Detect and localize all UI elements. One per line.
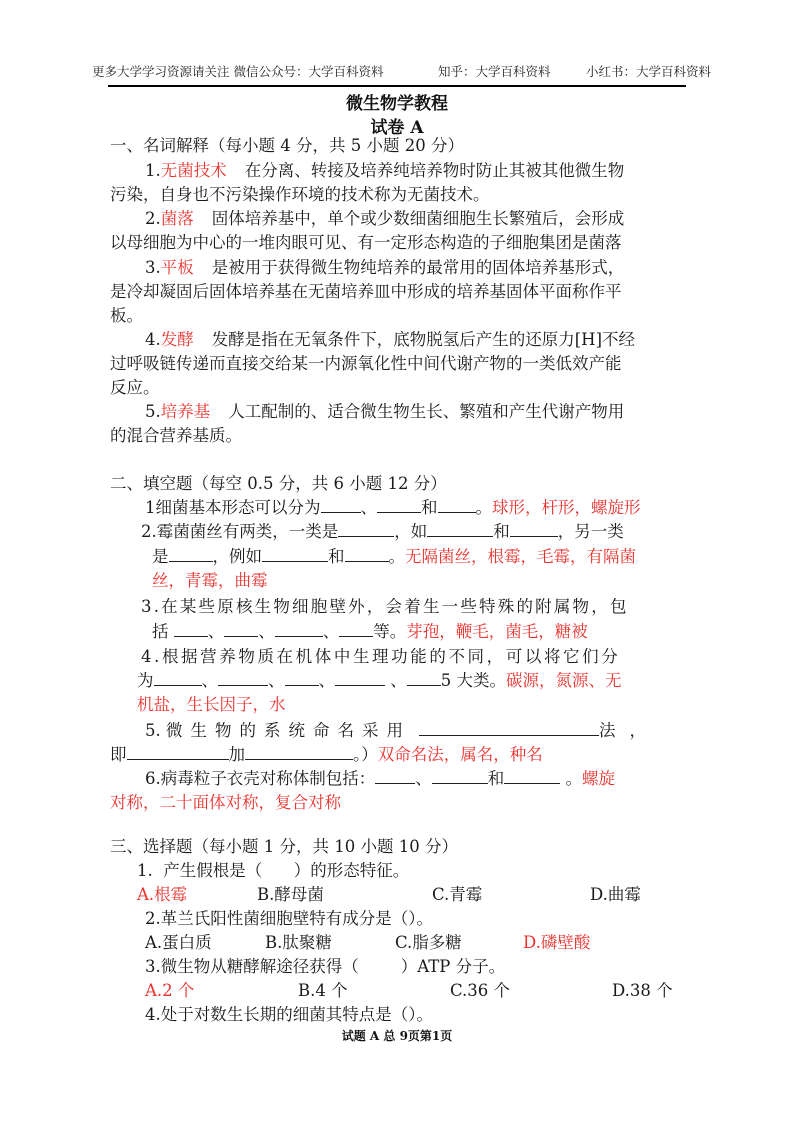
term-definition: 人工配制的、适合微生物生长、繁殖和产生代谢产物用 (228, 402, 625, 421)
section1-heading: 一、名词解释（每小题 4 分，共 5 小题 20 分） (110, 136, 464, 155)
question-text: ，例如 (212, 547, 262, 566)
blank-field[interactable] (419, 719, 599, 736)
term-name: 培养基 (160, 402, 211, 421)
choice-q3-stem: 3.微生物从糖酵解途径获得（ ）ATP 分子。 (145, 957, 506, 976)
term-name: 发酵 (160, 330, 194, 349)
term-5-line2: 的混合营养基质。 (110, 426, 242, 445)
term-number: 5. (145, 402, 161, 421)
answer-text: 碳源，氮源、无 (506, 671, 622, 690)
punct: 等。 (373, 622, 407, 641)
punct: 。 (475, 498, 492, 517)
choice-q1-stem: 1. 产生假根是（ ）的形态特征。 (137, 861, 410, 880)
question-text: ，另一类 (557, 522, 624, 541)
blank-field[interactable] (127, 743, 229, 760)
question-text: 微生物的系统命名采用 (166, 721, 411, 740)
term-name: 无菌技术 (160, 161, 227, 180)
term-1-line1 (145, 159, 685, 183)
fill-q1 (145, 496, 641, 520)
answer-text: 芽孢，鞭毛，菌毛，糖被 (406, 622, 588, 641)
separator: 、 (318, 671, 335, 690)
blank-field[interactable] (321, 496, 361, 513)
term-3-line2: 是冷却凝固后固体培养基在无菌培养皿中形成的培养基固体平面称作平 (110, 282, 622, 301)
page-footer: 试题 A 总 9页第1页 (341, 1029, 453, 1043)
option-a[interactable]: A.根霉 (137, 885, 188, 904)
question-text: 即 (110, 745, 127, 764)
term-definition: 固体培养基中，单个或少数细菌细胞生长繁殖后，会形成 (211, 209, 625, 228)
punct: 5 大类。 (440, 671, 506, 690)
term-definition: 在分离、转接及培养纯培养物时防止其被其他微生物 (244, 161, 625, 180)
question-text: 细菌基本形态可以分为 (155, 498, 321, 517)
question-text: 为 (137, 671, 154, 690)
option-c[interactable]: C.青霉 (432, 885, 483, 904)
question-text: 霉菌菌丝有两类，一类是 (156, 522, 339, 541)
fill-q3-line2 (152, 620, 588, 644)
document-title: 微生物学教程 (346, 94, 448, 114)
punct: 。 (565, 769, 582, 788)
answer-text: 螺旋 (582, 769, 615, 788)
blank-field[interactable] (345, 545, 389, 562)
option-d[interactable]: D.38 个 (612, 981, 673, 1000)
term-2-line1 (145, 207, 624, 231)
question-text: ，如 (394, 522, 428, 541)
fill-q2-line1 (141, 520, 624, 544)
separator: 、 (258, 622, 275, 641)
question-number: 5. (145, 721, 161, 740)
connector: 和 (487, 769, 505, 788)
section3-heading: 三、选择题（每小题 1 分，共 10 小题 10 分） (110, 837, 458, 856)
question-text: 法， (599, 721, 660, 740)
question-number: 1 (145, 498, 156, 517)
question-number: 3. (141, 597, 162, 616)
blank-field[interactable] (245, 743, 353, 760)
separator: 、 (390, 671, 407, 690)
question-number: 4. (141, 647, 162, 666)
separator: 、 (360, 498, 377, 517)
choice-q1-options (137, 883, 697, 907)
term-number: 4. (145, 330, 161, 349)
option-b[interactable]: B.酵母菌 (257, 885, 324, 904)
separator: 、 (268, 671, 285, 690)
blank-field[interactable] (339, 620, 373, 637)
separator: 、 (322, 622, 340, 641)
term-4-line1 (145, 328, 635, 352)
blank-field[interactable] (375, 767, 415, 784)
blank-field[interactable] (275, 620, 323, 637)
term-1-line2: 污染，自身也不污染操作环境的技术称为无菌技术。 (110, 185, 490, 204)
option-c[interactable]: C.脂多糖 (395, 933, 462, 952)
fill-q6-answer-line2: 对称，二十面体对称，复合对称 (110, 793, 341, 812)
answer-text: 球形，杆形，螺旋形 (492, 498, 641, 517)
question-text: 根据营养物质在机体中生理功能的不同，可以将它们分 (161, 647, 621, 666)
term-4-line3: 反应。 (110, 378, 160, 397)
option-a[interactable]: A.2 个 (145, 981, 195, 1000)
term-number: 3. (145, 258, 161, 277)
header-xiaohongshu: 小红书：大学百科资料 (586, 64, 712, 79)
term-definition: 发酵是指在无氧条件下，底物脱氢后产生的还原力[H]不经 (211, 330, 636, 349)
term-3-line3: 板。 (110, 306, 143, 325)
question-text: 是 (152, 547, 169, 566)
header-zhihu: 知乎：大学百科资料 (438, 64, 551, 79)
choice-q2-options (145, 931, 705, 955)
fill-q4-line2 (137, 669, 622, 693)
connector: 加 (228, 745, 245, 764)
document-subtitle: 试卷 A (370, 118, 424, 138)
blank-field[interactable] (169, 545, 213, 562)
choice-q4-stem: 4.处于对数生长期的细菌其特点是（）。 (145, 1005, 433, 1024)
separator: 、 (201, 671, 218, 690)
term-3-line1 (145, 256, 624, 280)
option-c[interactable]: C.36 个 (450, 981, 511, 1000)
blank-field[interactable] (510, 520, 558, 537)
fill-q2-answer-line2: 丝，青霉，曲霉 (152, 571, 268, 590)
option-b[interactable]: B.4 个 (298, 981, 348, 1000)
fill-q3-line1 (141, 595, 629, 619)
fill-q4-line1 (141, 645, 620, 669)
answer-text: 双命名法，属名，种名 (377, 745, 543, 764)
section2-heading: 二、填空题（每空 0.5 分，共 6 小题 12 分） (110, 474, 447, 493)
term-4-line2: 过呼吸链传递而直接交给某一内源氧化性中间代谢产物的一类低效产能 (110, 354, 622, 373)
term-name: 平板 (160, 258, 194, 277)
choice-q2-stem: 2.革兰氏阳性菌细胞壁特有成分是（）。 (145, 909, 433, 928)
fill-q5-line2 (110, 743, 543, 767)
blank-field[interactable] (174, 620, 208, 637)
option-b[interactable]: B.肽聚糖 (265, 933, 332, 952)
term-5-line1 (145, 400, 624, 424)
header-rule (108, 85, 686, 87)
question-text: 括 (152, 622, 169, 641)
question-text: 在某些原核生物细胞壁外，会着生一些特殊的附属物，包 (161, 597, 629, 616)
term-number: 1. (145, 161, 161, 180)
option-a[interactable]: A.蛋白质 (145, 933, 212, 952)
header-bar (92, 62, 722, 82)
term-definition: 是被用于获得微生物纯培养的最常用的固体培养基形式， (211, 258, 625, 277)
blank-field[interactable] (377, 496, 421, 513)
question-number: 2. (141, 522, 157, 541)
blank-field[interactable] (335, 669, 385, 686)
blank-field[interactable] (432, 767, 488, 784)
term-2-line2: 以母细胞为中心的一堆肉眼可见、有一定形态构造的子细胞集团是菌落 (110, 233, 622, 252)
punct: 。 (388, 547, 405, 566)
blank-field[interactable] (224, 620, 258, 637)
blank-field[interactable] (504, 767, 560, 784)
separator: 、 (207, 622, 225, 641)
separator: 、 (415, 769, 432, 788)
blank-field[interactable] (154, 669, 202, 686)
punct: 。） (353, 745, 378, 764)
fill-q5-line1 (145, 719, 660, 743)
connector: 和 (493, 522, 510, 541)
connector: 和 (421, 498, 438, 517)
choice-q3-options (145, 979, 705, 1003)
fill-q4-answer-line2: 机盐，生长因子，水 (137, 695, 286, 714)
term-name: 菌落 (160, 209, 194, 228)
blank-field[interactable] (285, 669, 319, 686)
term-number: 2. (145, 209, 161, 228)
blank-field[interactable] (438, 496, 476, 513)
option-d[interactable]: D.曲霉 (590, 885, 641, 904)
question-text: 病毒粒子衣壳对称体制包括： (160, 769, 376, 788)
blank-field[interactable] (407, 669, 441, 686)
blank-field[interactable] (427, 520, 493, 537)
fill-q6-line1 (145, 767, 615, 791)
blank-field[interactable] (338, 520, 394, 537)
blank-field[interactable] (262, 545, 328, 562)
answer-text: 无隔菌丝，根霉，毛霉，有隔菌 (405, 547, 636, 566)
connector: 和 (328, 547, 345, 566)
question-number: 6. (145, 769, 161, 788)
header-wechat: 更多大学学习资源请关注 微信公众号：大学百科资料 (92, 64, 384, 79)
blank-field[interactable] (218, 669, 268, 686)
option-d[interactable]: D.磷壁酸 (523, 933, 591, 952)
fill-q2-line2 (152, 545, 636, 569)
